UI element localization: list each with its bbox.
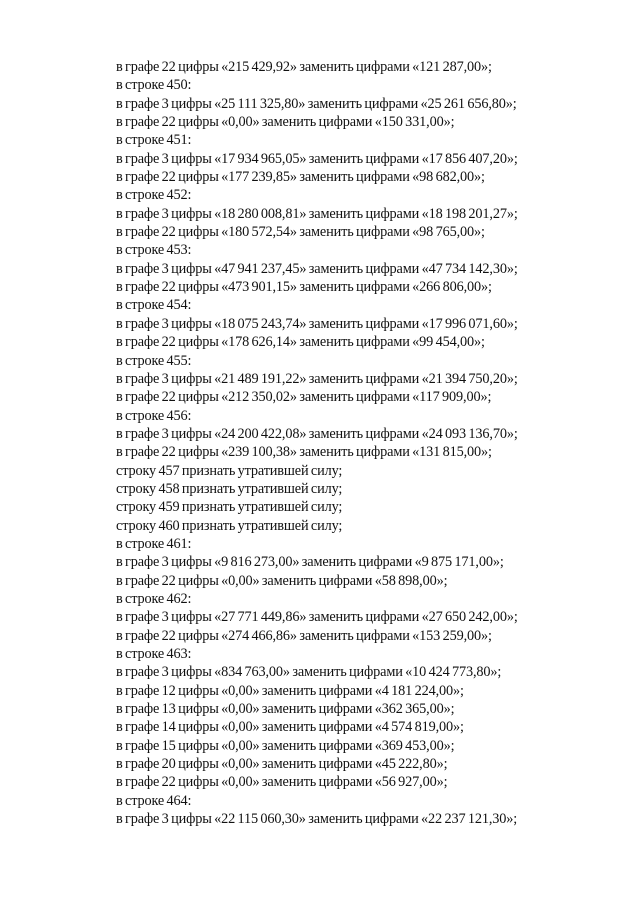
- text-line: в строке 462:: [116, 590, 192, 607]
- text-line: в графе 3 цифры «21 489 191,22» заменить цифрами «21 394 750,20»;: [116, 370, 518, 387]
- text-line: строку 459 признать утратившей силу;: [116, 499, 343, 516]
- text-line: в строке 463:: [116, 646, 192, 662]
- document-body: [116, 58, 616, 828]
- text-line: в графе 3 цифры «27 771 449,86» заменить цифрами «27 650 242,00»;: [116, 609, 518, 626]
- text-line: в графе 22 цифры «473 901,15» заменить цифрами «266 806,00»;: [116, 279, 492, 296]
- text-line: в графе 3 цифры «9 816 273,00» заменить цифрами «9 875 171,00»;: [116, 554, 504, 571]
- text-line: в графе 3 цифры «25 111 325,80» заменить цифрами «25 261 656,80»;: [116, 95, 517, 112]
- text-line: в строке 456:: [116, 407, 192, 424]
- text-line: в графе 22 цифры «180 572,54» заменить цифрами «98 765,00»;: [116, 224, 485, 241]
- text-line: строку 460 признать утратившей силу;: [116, 517, 343, 534]
- text-line: в графе 3 цифры «834 763,00» заменить цифрами «10 424 773,80»;: [116, 664, 502, 681]
- text-line: в графе 22 цифры «239 100,38» заменить цифрами «131 815,00»;: [116, 444, 492, 461]
- text-line: в графе 3 цифры «18 280 008,81» заменить цифрами «18 198 201,27»;: [116, 205, 518, 222]
- text-line: в строке 450:: [116, 77, 192, 94]
- text-line: в графе 22 цифры «215 429,92» заменить цифрами «121 287,00»;: [116, 59, 492, 75]
- text-line: в графе 14 цифры «0,00» заменить цифрами «4 574 819,00»;: [116, 719, 464, 736]
- text-line: в строке 452:: [116, 187, 192, 204]
- text-line: в графе 3 цифры «18 075 243,74» заменить цифрами «17 996 071,60»;: [116, 315, 518, 332]
- text-line: в строке 455:: [116, 352, 192, 369]
- text-line: строку 458 признать утратившей силу;: [116, 480, 343, 497]
- text-line: в графе 22 цифры «177 239,85» заменить цифрами «98 682,00»;: [116, 169, 485, 186]
- text-line: в графе 22 цифры «0,00» заменить цифрами «58 898,00»;: [116, 572, 448, 589]
- text-line: в графе 3 цифры «47 941 237,45» заменить цифрами «47 734 142,30»;: [116, 260, 518, 277]
- text-line: в строке 454:: [116, 297, 192, 314]
- text-line: в графе 3 цифры «17 934 965,05» заменить цифрами «17 856 407,20»;: [116, 150, 518, 167]
- text-line: в графе 3 цифры «24 200 422,08» заменить цифрами «24 093 136,70»;: [116, 425, 518, 442]
- text-line: в графе 3 цифры «22 115 060,30» заменить цифрами «22 237 121,30»;: [116, 811, 518, 828]
- text-line: в графе 22 цифры «178 626,14» заменить цифрами «99 454,00»;: [116, 334, 485, 351]
- text-line: в строке 453:: [116, 242, 192, 259]
- text-line: в строке 461:: [116, 535, 192, 552]
- text-line: в строке 451:: [116, 132, 192, 149]
- text-line: в графе 22 цифры «0,00» заменить цифрами «150 331,00»;: [116, 114, 455, 131]
- text-line: в строке 464:: [116, 792, 192, 809]
- text-line: в графе 20 цифры «0,00» заменить цифрами «45 222,80»;: [116, 756, 448, 773]
- text-line: в графе 13 цифры «0,00» заменить цифрами «362 365,00»;: [116, 701, 455, 718]
- text-line: в графе 22 цифры «212 350,02» заменить цифрами «117 909,00»;: [116, 389, 492, 406]
- text-line: в графе 22 цифры «0,00» заменить цифрами «56 927,00»;: [116, 774, 448, 791]
- text-line: в графе 15 цифры «0,00» заменить цифрами «369 453,00»;: [116, 737, 455, 754]
- text-line: в графе 12 цифры «0,00» заменить цифрами «4 181 224,00»;: [116, 682, 464, 699]
- text-line: в графе 22 цифры «274 466,86» заменить цифрами «153 259,00»;: [116, 627, 492, 644]
- text-line: строку 457 признать утратившей силу;: [116, 462, 343, 479]
